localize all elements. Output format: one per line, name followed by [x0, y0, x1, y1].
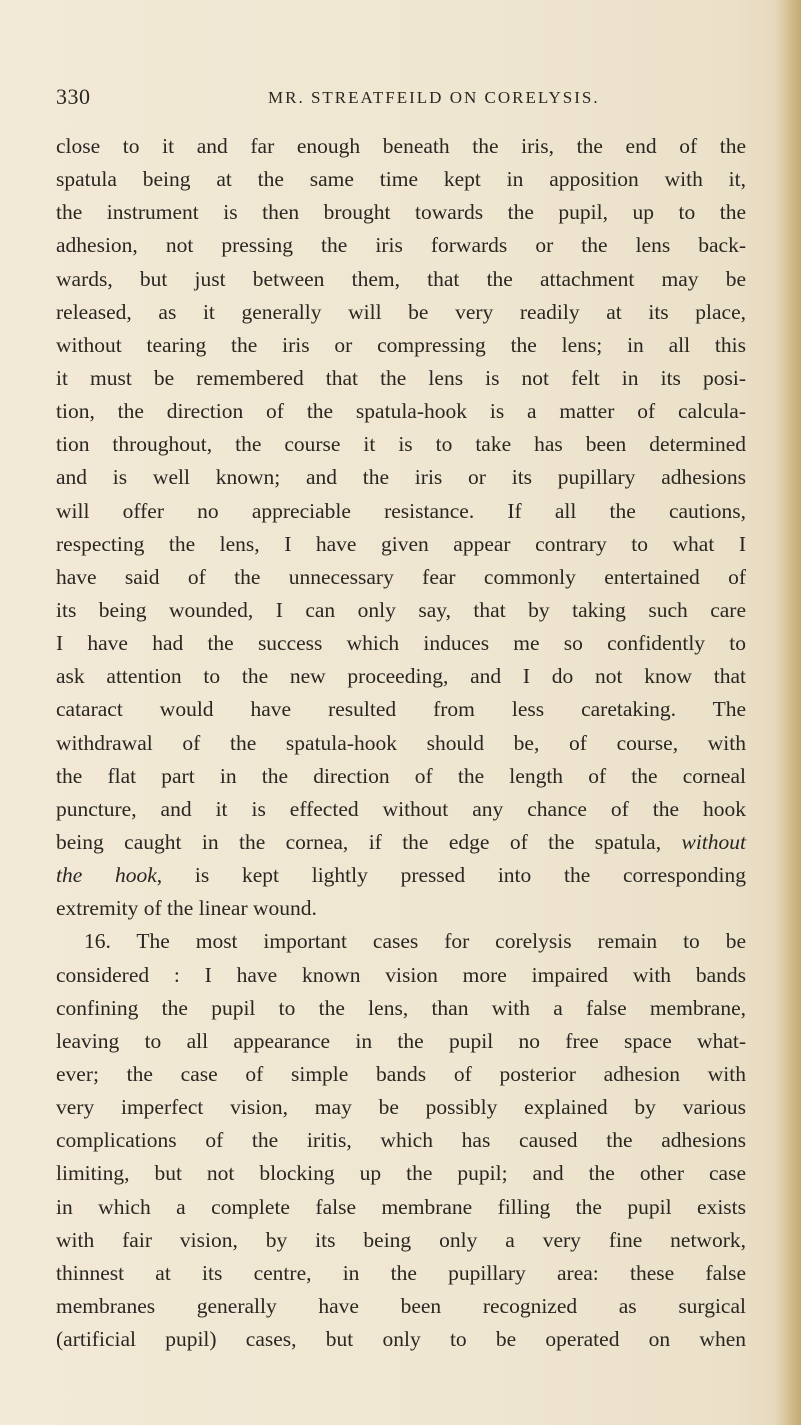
- running-title: MR. STREATFEILD ON CORELYSIS.: [268, 88, 600, 107]
- text-line: the instrument is then brought towards the pupil, up to the: [56, 200, 746, 225]
- text-line: considered : I have known vision more impaired with bands: [56, 962, 746, 987]
- text-line: (artificial pupil) cases, but only to be operated on when: [56, 1327, 746, 1352]
- text-line: it must be remembered that the lens is not felt in its posi-: [56, 365, 746, 390]
- text-line: with fair vision, by its being only a very fine network,: [56, 1227, 746, 1252]
- italic-text: the hook: [56, 863, 157, 888]
- text-line: [56, 859, 746, 892]
- text-line: puncture, and it is effected without any chance of the hook: [56, 796, 746, 821]
- text-line: withdrawal of the spatula-hook should be, of course, with: [56, 730, 746, 755]
- text-line: ask attention to the new proceeding, and I do not know that: [56, 664, 746, 689]
- text-line: will offer no appreciable resistance. If all the cautions,: [56, 498, 746, 523]
- italic-text: without: [681, 829, 746, 854]
- text-line: very imperfect vision, may be possibly explained by various: [56, 1095, 746, 1120]
- text-line: leaving to all appearance in the pupil no free space what-: [56, 1028, 746, 1053]
- text-line: membranes generally have been recognized as surgical: [56, 1293, 746, 1318]
- text-line: confining the pupil to the lens, than with a false membrane,: [56, 995, 746, 1020]
- text-run: , is kept lightly pressed into the corresponding: [156, 863, 746, 888]
- text-line: tion throughout, the course it is to take has been determined: [56, 432, 746, 457]
- text-line: ever; the case of simple bands of posterior adhesion with: [56, 1061, 746, 1086]
- text-line: without tearing the iris or compressing the lens; in all this: [56, 332, 746, 357]
- text-line: close to it and far enough beneath the iris, the end of the: [56, 134, 746, 158]
- text-line: thinnest at its centre, in the pupillary area: these false: [56, 1260, 746, 1285]
- text-line: [56, 826, 746, 859]
- text-line: and is well known; and the iris or its pupillary adhesions: [56, 465, 746, 490]
- paragraph-first-line: 16. The most important cases for corelysis remain to be: [84, 929, 746, 954]
- text-line: complications of the iritis, which has caused the adhesions: [56, 1128, 746, 1153]
- text-line: have said of the unnecessary fear commonly entertained of: [56, 564, 746, 589]
- page-number: 330: [56, 84, 91, 109]
- text-line: cataract would have resulted from less caretaking. The: [56, 697, 746, 722]
- text-line: wards, but just between them, that the attachment may be: [56, 266, 746, 291]
- text-line: the flat part in the direction of the length of the corneal: [56, 763, 746, 788]
- text-line: extremity of the linear wound.: [56, 896, 317, 921]
- text-line: spatula being at the same time kept in apposition with it,: [56, 167, 746, 192]
- text-line: limiting, but not blocking up the pupil; and the other case: [56, 1161, 746, 1186]
- page-edge-shadow: [775, 0, 801, 1425]
- text-line: adhesion, not pressing the iris forwards or the lens back-: [56, 233, 746, 258]
- text-line: I have had the success which induces me so confidently to: [56, 631, 746, 656]
- running-head: [56, 84, 746, 114]
- text-line: released, as it generally will be very readily at its place,: [56, 299, 746, 324]
- text-line: in which a complete false membrane filling the pupil exists: [56, 1194, 746, 1219]
- text-line: its being wounded, I can only say, that by taking such care: [56, 597, 746, 622]
- text-line: tion, the direction of the spatula-hook is a matter of calcula-: [56, 399, 746, 424]
- text-line: respecting the lens, I have given appear contrary to what I: [56, 531, 746, 556]
- text-run: being caught in the cornea, if the edge of the spatula,: [56, 829, 682, 854]
- body-text: [56, 130, 746, 1356]
